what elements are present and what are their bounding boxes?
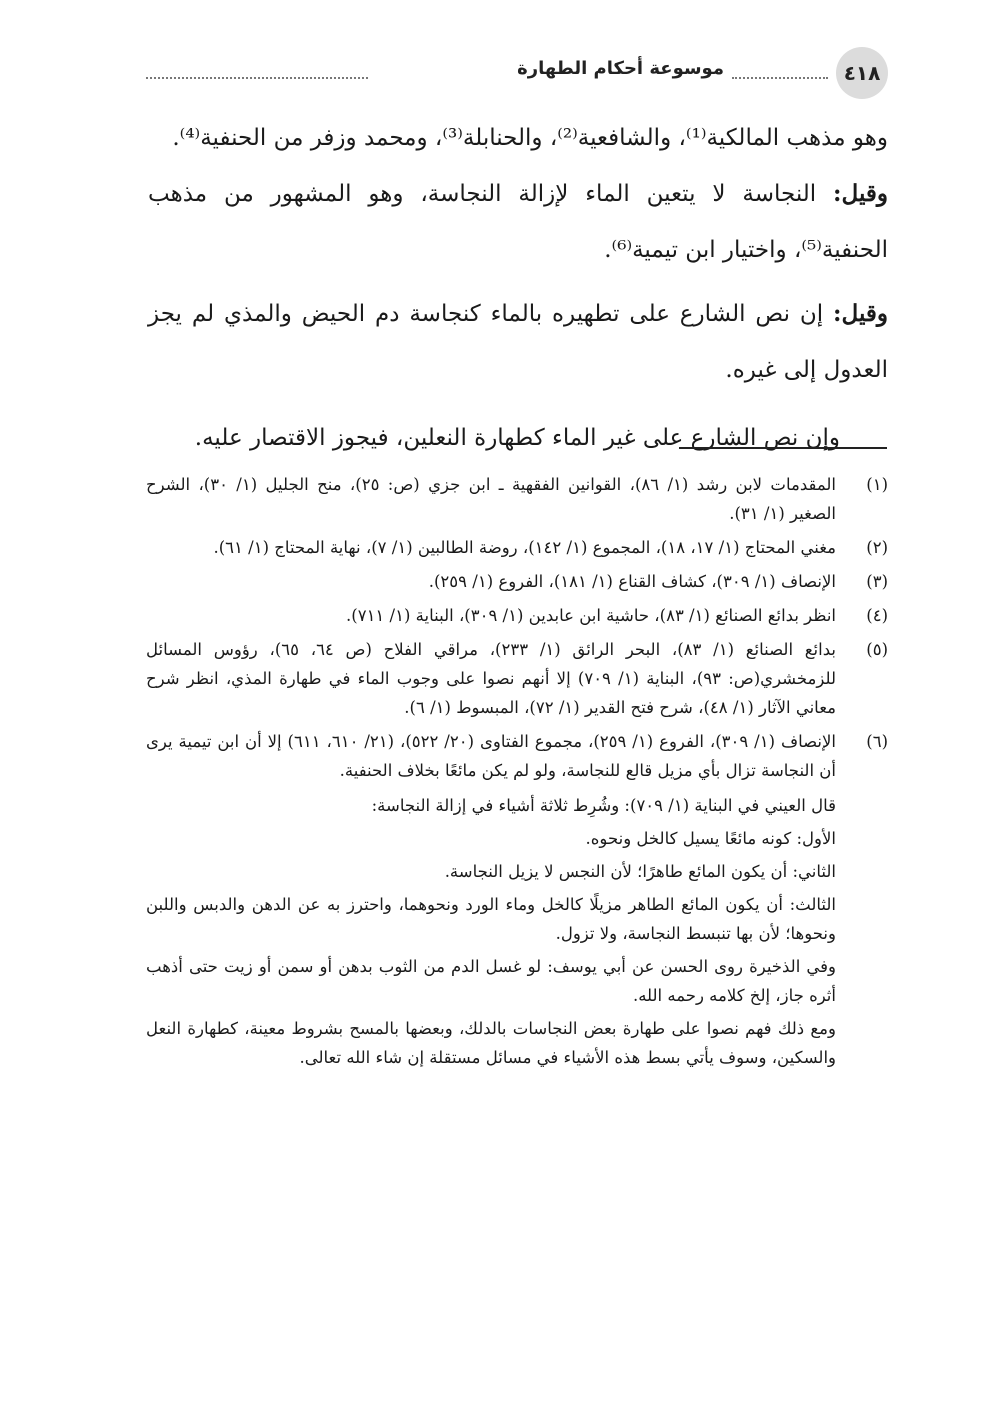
footnote-number: (٥)	[866, 640, 888, 659]
footnote-text: انظر بدائع الصنائع (١/ ٨٣)، حاشية ابن عابدين (١/ ٣٠٩)، البناية (١/ ٧١١).	[346, 606, 836, 625]
running-title: موسوعة أحكام الطهارة	[517, 58, 724, 79]
paragraph-2	[148, 166, 888, 278]
footnote-4	[146, 601, 888, 630]
footnote-2	[146, 533, 888, 562]
main-text	[148, 110, 888, 466]
footnote-number: (٤)	[866, 606, 888, 625]
footnote-5	[146, 635, 888, 722]
footnote-number: (٦)	[866, 732, 888, 751]
footnote-number: (٢)	[866, 538, 888, 557]
paragraph-2-text: النجاسة لا يتعين الماء لإزالة النجاسة، وهو المشهور من مذهب الحنفية⁽⁵⁾، واختيار ابن تيمية⁽⁶⁾.	[148, 181, 888, 263]
footnote-number: (١)	[866, 475, 888, 494]
footnote-6-condition-3: الثالث: أن يكون المائع الطاهر مزيلًا كالخل وماء الورد ونحوهما، واحترز به عن الدهن والدبس واللبن ونحوها؛ لأن بها تنبسط النجاسة، ولا تزول.	[146, 895, 836, 943]
footnote-6-quote-intro: قال العيني في البناية (١/ ٧٠٩): وشُرِط ثلاثة أشياء في إزالة النجاسة:	[371, 796, 836, 815]
footnote-number: (٣)	[866, 572, 888, 591]
footnote-6-conclusion: ومع ذلك فهم نصوا على طهارة بعض النجاسات بالدلك، وبعضها بالمسح بشروط معينة، كطهارة النعل والسكين، وسوف يأتي بسط هذه الأشياء في مسائل مستقلة إن شاء الله تعالى.	[146, 1019, 836, 1067]
footnote-6-dhakhira-quote: وفي الذخيرة روى الحسن عن أبي يوسف: لو غسل الدم من الثوب بدهن أو سمن أو زيت حتى أذهب أثره جاز، إلخ كلامه رحمه الله.	[146, 957, 836, 1005]
header-dotted-leader-left	[146, 77, 368, 79]
footnote-text: الإنصاف (١/ ٣٠٩)، كشاف القناع (١/ ١٨١)، الفروع (١/ ٢٥٩).	[428, 572, 836, 591]
footnote-3	[146, 567, 888, 596]
header-dotted-leader-right	[732, 77, 828, 79]
footnotes	[146, 470, 888, 1072]
footnote-text: الإنصاف (١/ ٣٠٩)، الفروع (١/ ٢٥٩)، مجموع الفتاوى (٢٠/ ٥٢٢)، (٢١/ ٦١٠، ٦١١) إلا أن ابن تيمية يرى أن النجاسة تزال بأي مزيل قالع للنجاسة، ولو لم يكن مائعًا بخلاف الحنفية.	[146, 732, 836, 780]
paragraph-2-keyword: وقيل:	[833, 180, 888, 207]
footnote-separator	[679, 447, 887, 449]
footnote-6-condition-2: الثاني: أن يكون المائع طاهرًا؛ لأن النجس لا يزيل النجاسة.	[444, 862, 836, 881]
paragraph-3-text: إن نص الشارع على تطهيره بالماء كنجاسة دم الحيض والمذي لم يجز العدول إلى غيره.	[148, 301, 888, 383]
paragraph-4: وإن نص الشارع على غير الماء كطهارة النعلين، فيجوز الاقتصار عليه.	[194, 425, 840, 451]
footnote-6-condition-1: الأول: كونه مائعًا يسيل كالخل ونحوه.	[585, 829, 836, 848]
paragraph-3-keyword: وقيل:	[833, 300, 888, 327]
footnote-6	[146, 727, 888, 1072]
footnote-text: بدائع الصنائع (١/ ٨٣)، البحر الرائق (١/ ٢٣٣)، مراقي الفلاح (ص ٦٤، ٦٥)، رؤوس المسائل للزمخشري(ص: ٩٣)، البناية (١/ ٧٠٩) إلا أنهم نصوا على وجوب الماء في طهارة المذي، انظر شرح معاني الآثار (١/ ٤٨)، شرح فتح القدير (١/ ٧٢)، المبسوط (١/ ٦).	[146, 640, 836, 717]
paragraph-3	[148, 286, 888, 398]
footnote-text: المقدمات لابن رشد (١/ ٨٦)، القوانين الفقهية ـ ابن جزي (ص: ٢٥)، منح الجليل (١/ ٣٠)، الشرح الصغير (١/ ٣١).	[146, 475, 836, 523]
footnote-text: مغني المحتاج (١/ ١٧، ١٨)، المجموع (١/ ١٤٢)، روضة الطالبين (١/ ٧)، نهاية المحتاج (١/ ٦١).	[213, 538, 836, 557]
page-number: ٤١٨	[836, 47, 888, 99]
paragraph-1: وهو مذهب المالكية⁽¹⁾، والشافعية⁽²⁾، والحنابلة⁽³⁾، ومحمد وزفر من الحنفية⁽⁴⁾.	[172, 125, 888, 151]
footnote-1	[146, 470, 888, 528]
